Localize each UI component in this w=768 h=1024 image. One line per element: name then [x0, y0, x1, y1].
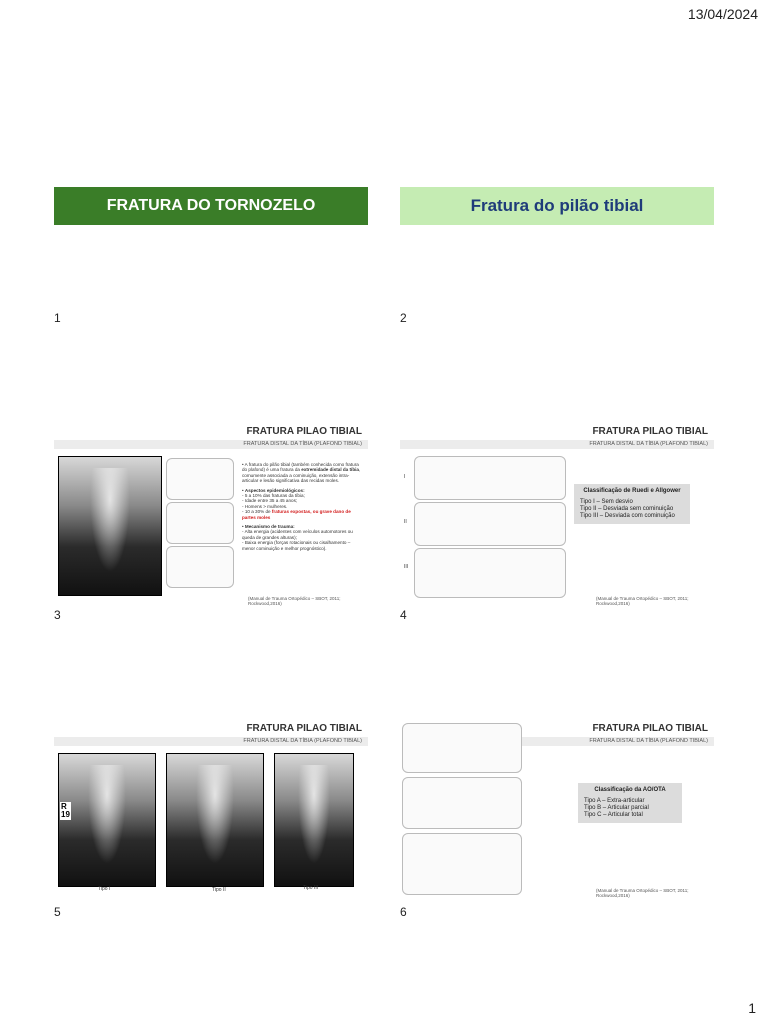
slide-3-bullets: • A fratura do pilão tibial (também conhecida como fratura do plafond) é uma fratura da extremidade distal da tíbia, comumente associada a cominuição, extensão intra-articular e lesão significativa das recidas moles. • Aspectos epidemiológicos: - 5 a 10% das fraturas da tíbia; - Idade entre 35 a 45 anos; - Homens > mulheres. - 10 a 30% de fraturas expostas, ou grave dano de partes moles • Mecanismo de trauma: - Alta energia (acidentes com veículos automotores ou queda de grandes alturas); - Baixa energia (forças rotacionais ou cisalhamento – menor cominuição e melhor prognóstico).	[242, 462, 361, 551]
ruedi-label-I: I	[404, 474, 406, 480]
slide-4-title: FRATURA PILAO TIBIAL	[592, 426, 708, 437]
slide-5-title: FRATURA PILAO TIBIAL	[246, 723, 362, 734]
slide-5	[54, 723, 368, 899]
slide-6-title: FRATURA PILAO TIBIAL	[592, 723, 708, 734]
ao-ota-classification-box: Classificação da AO/OTA Tipo A – Extra-articular Tipo B – Articular parcial Tipo C – Articular total	[578, 783, 682, 823]
caption-tipo-3: Tipo III	[303, 885, 319, 891]
ruedi-drawing-type-2	[414, 502, 566, 546]
xray-side-marker: R 19	[61, 802, 70, 819]
slide-5-number: 5	[54, 905, 61, 919]
slide-4	[400, 426, 714, 606]
ao-type-a: Tipo A – Extra-articular	[584, 798, 645, 804]
slide-1-number: 1	[54, 311, 61, 325]
slide-6-subtitle: FRATURA DISTAL DA TÍBIA (PLAFOND TIBIAL)	[522, 737, 714, 746]
slide-5-subtitle: FRATURA DISTAL DA TÍBIA (PLAFOND TIBIAL)	[54, 737, 368, 746]
ruedi-type-1: Tipo I – Sem desvio	[580, 499, 633, 505]
slide-6-reference: (Manual de Trauma Ortopédico – SBOT, 2011; Rockwood,2016)	[596, 888, 689, 898]
caption-tipo-1: Tipo I	[98, 886, 111, 892]
slide-4-subtitle: FRATURA DISTAL DA TÍBIA (PLAFOND TIBIAL)	[400, 440, 714, 449]
ruedi-classification-box: Classificação de Ruedi e Allgower Tipo I – Sem desvio Tipo II – Desviada sem cominuição Tipo III – Desviada com cominuição	[574, 484, 690, 524]
ruedi-label-II: II	[404, 519, 407, 525]
ao-type-b: Tipo B – Articular parcial	[584, 805, 649, 811]
slide-6-number: 6	[400, 905, 407, 919]
ao-ota-drawing-type-c	[402, 833, 522, 895]
ao-type-c: Tipo C – Articular total	[584, 812, 643, 818]
xray-tipo-3	[274, 753, 354, 887]
ruedi-type-2: Tipo II – Desviada sem cominuição	[580, 506, 674, 512]
foot-mechanism-drawing-2	[166, 502, 234, 544]
ao-ota-drawing-type-b	[402, 777, 522, 829]
slide-2	[400, 187, 714, 363]
slide-6	[400, 723, 714, 899]
xray-tipo-2	[166, 753, 264, 887]
slide-4-reference: (Manual de Trauma Ortopédico – SBOT, 2011; Rockwood,2016)	[596, 596, 689, 606]
slide-2-number: 2	[400, 311, 407, 325]
slide-3	[54, 426, 368, 606]
page-number: 1	[748, 1000, 756, 1016]
slide-4-number: 4	[400, 608, 407, 622]
ruedi-label-III: III	[404, 564, 409, 570]
slide-2-title: Fratura do pilão tibial	[400, 187, 714, 225]
foot-mechanism-drawing-3	[166, 546, 234, 588]
ruedi-type-3: Tipo III – Desviada com cominuição	[580, 513, 675, 519]
slide-3-reference: (Manual de Trauma Ortopédico – SBOT, 2011; Rockwood,2016)	[248, 596, 341, 606]
slide-3-subtitle: FRATURA DISTAL DA TÍBIA (PLAFOND TIBIAL)	[54, 440, 368, 449]
ruedi-drawing-type-3	[414, 548, 566, 598]
slide-1-title: FRATURA DO TORNOZELO	[54, 187, 368, 225]
ao-ota-drawing-type-a	[402, 723, 522, 773]
foot-mechanism-drawing-1	[166, 458, 234, 500]
caption-tipo-2: Tipo II	[212, 887, 226, 893]
print-date: 13/04/2024	[687, 6, 758, 22]
ankle-xray-image	[58, 456, 162, 596]
slide-3-number: 3	[54, 608, 61, 622]
slide-3-title: FRATURA PILAO TIBIAL	[246, 426, 362, 437]
slide-1	[54, 187, 368, 363]
xray-tipo-1	[58, 753, 156, 887]
ruedi-drawing-type-1	[414, 456, 566, 500]
